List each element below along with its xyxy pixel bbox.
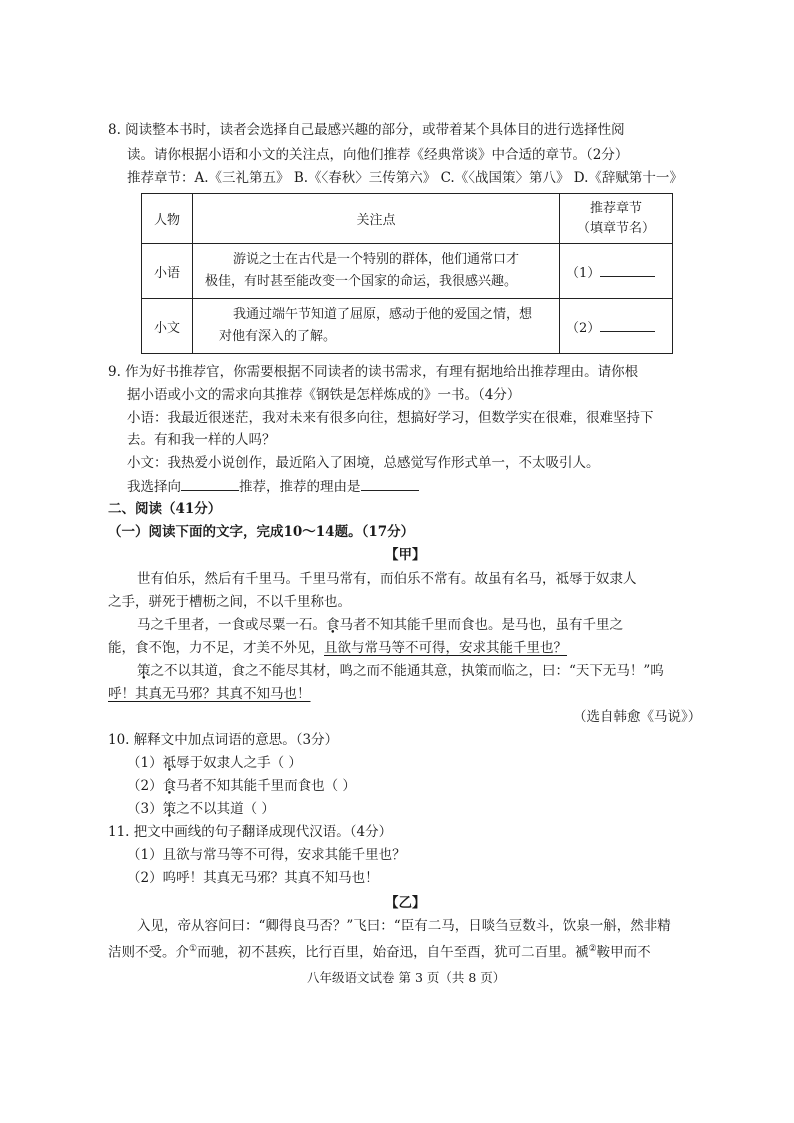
q10-i1-pre: （1） <box>127 755 163 771</box>
q9-answer-line <box>127 476 419 497</box>
table-row <box>142 244 673 299</box>
yi-p2-2: 而驰，初不甚疾，比行百里，始奋迅，自午至酉，犹可二百里。褫 <box>197 944 589 961</box>
q10-item1 <box>127 753 302 773</box>
jia-p3a-dotted: 策 <box>137 663 151 679</box>
jia-p2a <box>137 615 623 635</box>
recommendation-table <box>141 193 673 354</box>
row-focus-l2: 对他有深入的了解。 <box>219 329 337 344</box>
q10-title: 10. 解释文中加点词语的意思。（3分） <box>108 732 339 748</box>
row-answer <box>560 244 673 299</box>
row-answer <box>560 299 673 354</box>
q10-i2-pre: （2） <box>127 778 163 794</box>
q9-blank-reason[interactable] <box>361 476 419 491</box>
table-header-chapter-l1: 推荐章节 <box>589 200 642 216</box>
yi-p2-1: 洁则不受。介 <box>108 944 189 961</box>
jia-p2b <box>108 638 567 658</box>
jia-label: 【甲】 <box>385 547 426 563</box>
jia-p2a-dotted: 食 <box>326 617 340 633</box>
section2-sub1: （一）阅读下面的文字，完成10～14题。（17分） <box>108 524 415 540</box>
q10-i3-pre: （3） <box>127 801 163 817</box>
q9-blank-person[interactable] <box>181 476 239 491</box>
row-person: 小语 <box>142 244 193 299</box>
table-header-person: 人物 <box>142 194 193 244</box>
q11-title: 11. 把文中画线的句子翻译成现代汉语。（4分） <box>108 824 393 840</box>
yi-p1: 入见，帝从容问曰：“卿得良马否？”飞曰：“臣有二马，日啖刍豆数斗，饮泉一斛，然非精 <box>137 918 671 934</box>
q10-i3-post: 之不以其道（ ） <box>176 801 275 817</box>
page-footer: 八年级语文试卷 第 3 页（共 8 页） <box>307 970 506 985</box>
footnote-marker: ② <box>588 944 597 954</box>
answer-label: （2） <box>566 320 601 336</box>
q9-line1: 9. 作为好书推荐官，你需要根据不同读者的读书需求，有理有据地给出推荐理由。请你根 <box>108 364 639 380</box>
answer-blank[interactable] <box>600 317 655 332</box>
row-focus-l1: 我通过端午节知道了屈原，感动于他的爱国之情，想 <box>233 307 533 322</box>
q10-i1-dotted: 祗 <box>162 755 177 771</box>
row-focus <box>193 299 560 354</box>
q8-line2: 读。请你根据小语和小文的关注点，向他们推荐《经典常谈》中合适的章节。（2分） <box>127 147 629 163</box>
q10-i2-post: 马者不知其能千里而食也（ ） <box>176 778 356 794</box>
jia-source: （选自韩愈《马说》） <box>573 709 702 725</box>
q10-i1-post: 辱于奴隶人之手（ ） <box>176 755 302 771</box>
row-focus-l2: 极佳，有时甚至能改变一个国家的命运，我很感兴趣。 <box>205 274 518 289</box>
row-focus <box>193 244 560 299</box>
table-header-chapter-l2: （填章节名） <box>576 220 655 236</box>
yi-p2 <box>108 939 651 963</box>
row-focus-l1: 游说之士在古代是一个特别的群体，他们通常口才 <box>233 252 520 267</box>
table-header-focus: 关注点 <box>193 194 560 244</box>
q9-line2: 据小语或小文的需求向其推荐《钢铁是怎样炼成的》一书。（4分） <box>127 387 521 403</box>
q10-i3-dotted: 策 <box>162 801 177 817</box>
table-row <box>142 299 673 354</box>
q9-answer-a: 我选择向 <box>127 479 181 495</box>
q10-item2 <box>127 776 356 796</box>
jia-p3a-2: 之不以其道，食之不能尽其材，鸣之而不能通其意，执策而临之，曰：“天下无马！”呜 <box>150 663 664 679</box>
q9-xiaowen: 小文：我热爱小说创作，最近陷入了困境，总感觉写作形式单一，不太吸引人。 <box>127 455 600 471</box>
jia-p3b: 呼！其真无马邪？其真不知马也！ <box>108 686 311 702</box>
q10-i2-dotted: 食 <box>162 778 177 794</box>
jia-p2a-3: 马者不知其能千里而食也。是马也，虽有千里之 <box>339 617 623 633</box>
table-header-chapter <box>560 194 673 244</box>
answer-blank[interactable] <box>600 262 655 277</box>
q11-item2: （2）呜呼！其真无马邪？其真不知马也！ <box>127 870 379 886</box>
jia-p3a <box>137 661 664 681</box>
q8-options: 推荐章节：A.《三礼第五》 B.《〈春秋〉三传第六》 C.《〈战国策〉第八》 D.《辞赋第十一》 <box>127 170 683 186</box>
q9-answer-b: 推荐，推荐的理由是 <box>239 479 361 495</box>
jia-p2b-underlined: 且欲与常马等不可得，安求其能千里也？ <box>324 640 567 656</box>
q8-line1: 8. 阅读整本书时，读者会选择自己最感兴趣的部分，或带着某个具体目的进行选择性阅 <box>108 122 625 138</box>
q9-xiaoyu2: 去。有和我一样的人吗？ <box>127 432 276 448</box>
yi-p2-3: 鞍甲而不 <box>596 944 651 961</box>
q11-item1: （1）且欲与常马等不可得，安求其能千里也？ <box>127 847 406 863</box>
yi-label: 【乙】 <box>385 895 426 911</box>
answer-label: （1） <box>566 265 601 281</box>
row-person: 小文 <box>142 299 193 354</box>
jia-p1b: 之手，骈死于槽枥之间，不以千里称也。 <box>108 594 351 610</box>
jia-p2b-1: 能，食不饱，力不足，才美不外见， <box>108 640 324 656</box>
q10-item3 <box>127 799 275 819</box>
jia-p1a: 世有伯乐，然后有千里马。千里马常有，而伯乐不常有。故虽有名马，祗辱于奴隶人 <box>137 571 637 587</box>
jia-p2a-1: 马之千里者，一食或尽粟一石。 <box>137 617 326 633</box>
footnote-marker: ① <box>189 944 198 954</box>
q9-xiaoyu1: 小语：我最近很迷茫，我对未来有很多向往，想搞好学习，但数学实在很难，很难坚持下 <box>127 410 654 426</box>
section2-title: 二、阅读（41分） <box>108 501 222 517</box>
